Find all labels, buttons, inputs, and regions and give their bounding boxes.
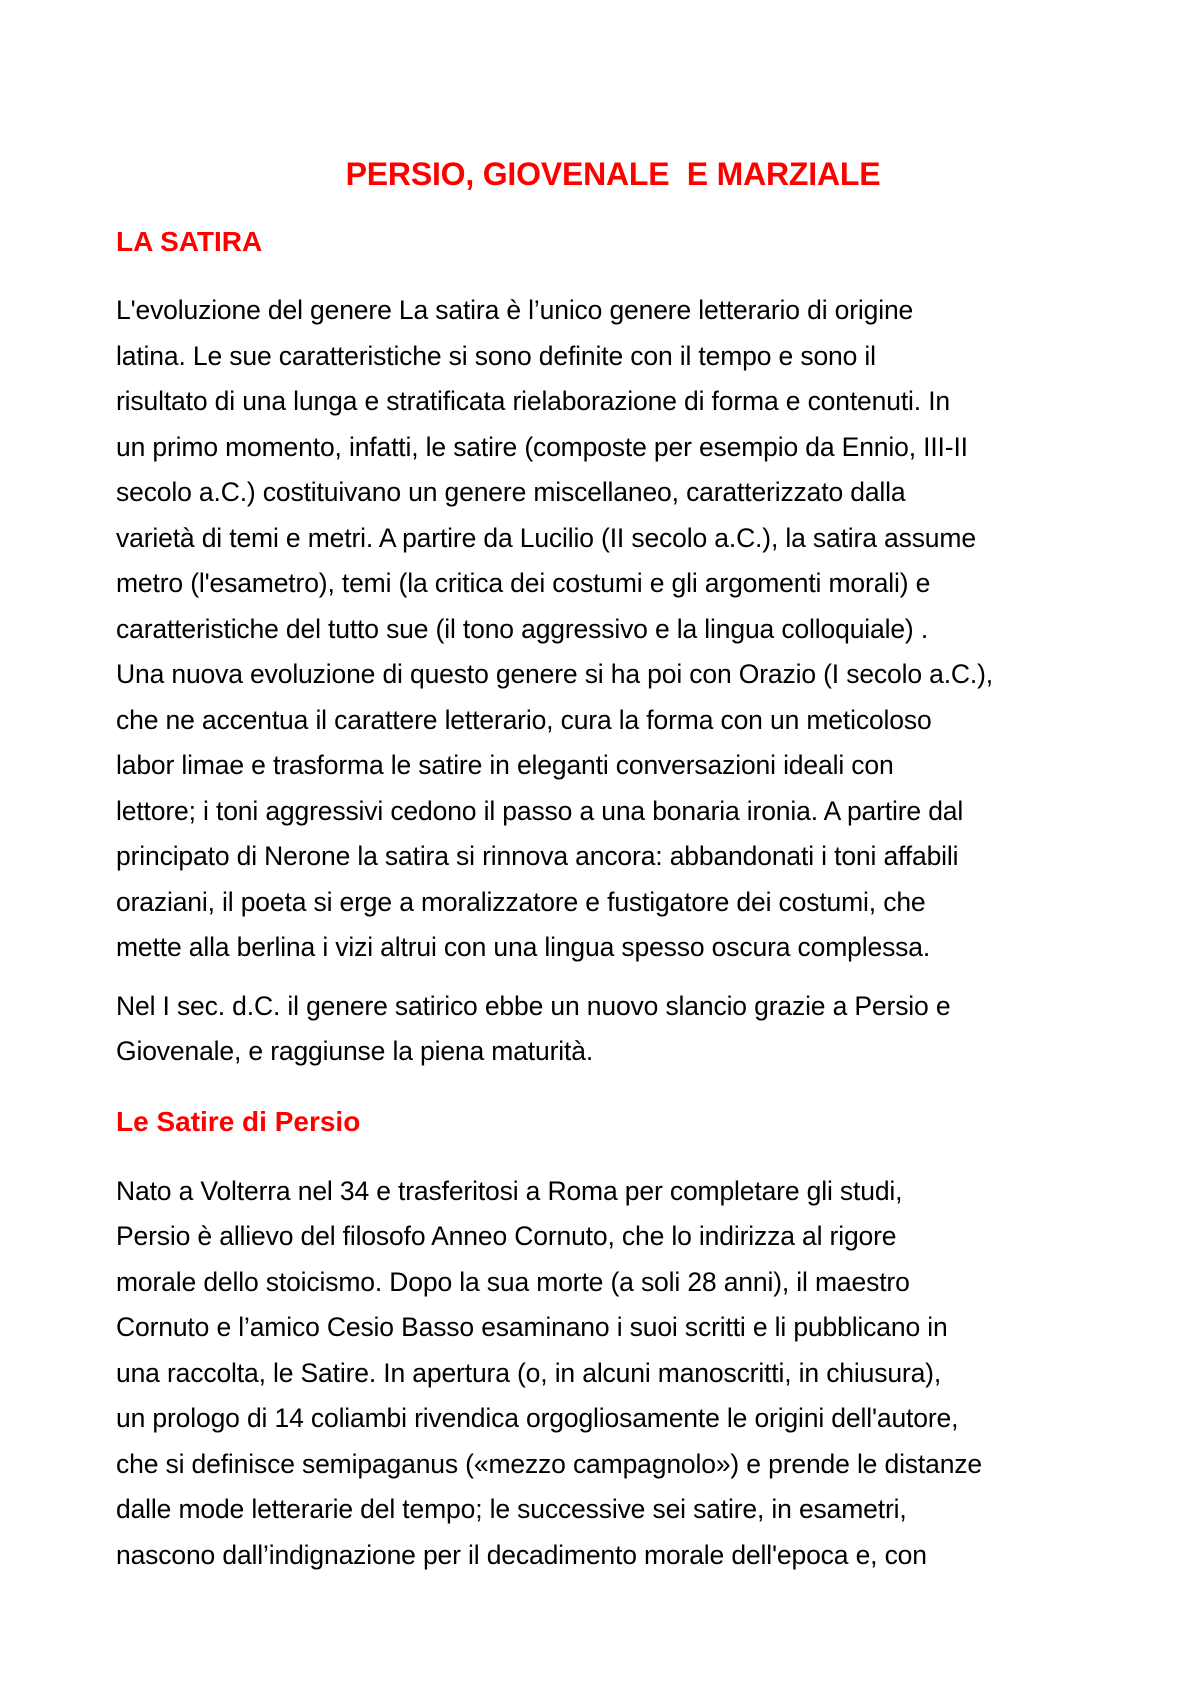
text-line: metro (l'esametro), temi (la critica dei costumi e gli argomenti morali) e — [116, 568, 931, 598]
text-line: oraziani, il poeta si erge a moralizzatore e fustigatore dei costumi, che — [116, 886, 926, 917]
text-line: Cornuto e l’amico Cesio Basso esaminano i suoi scritti e li pubblicano in — [116, 1312, 948, 1342]
section-heading-la-satira: LA SATIRA — [116, 226, 263, 257]
text-line: una raccolta, le Satire. In apertura (o, in alcuni manoscritti, in chiusura), — [116, 1357, 942, 1388]
text-line: lettore; i toni aggressivi cedono il passo a una bonaria ironia. A partire dal — [116, 795, 964, 826]
text-line: secolo a.C.) costituivano un genere miscellaneo, caratterizzato dalla — [116, 477, 906, 507]
text-line: che si definisce semipaganus («mezzo campagnolo») e prende le distanze — [116, 1448, 982, 1479]
paragraph-evoluzione-satira — [116, 288, 1110, 971]
text-line: morale dello stoicismo. Dopo la sua morte (a soli 28 anni), il maestro — [116, 1266, 910, 1297]
paragraph-persio-giovenale — [116, 984, 1110, 1075]
text-line: mette alla berlina i vizi altrui con una lingua spesso oscura complessa. — [116, 932, 931, 962]
document-title: PERSIO, GIOVENALE E MARZIALE — [345, 156, 881, 192]
text-line: Nato a Volterra nel 34 e trasferitosi a Roma per completare gli studi, — [116, 1175, 903, 1206]
text-line: latina. Le sue caratteristiche si sono definite con il tempo e sono il — [116, 340, 876, 371]
section-heading-satire-persio: Le Satire di Persio — [116, 1105, 361, 1137]
text-line: risultato di una lunga e stratificata rielaborazione di forma e contenuti. In — [116, 386, 950, 416]
text-line: caratteristiche del tutto sue (il tono aggressivo e la lingua colloquiale) . — [116, 613, 929, 644]
text-line: Persio è allievo del filosofo Anneo Cornuto, che lo indirizza al rigore — [116, 1221, 897, 1251]
text-line: un primo momento, infatti, le satire (composte per esempio da Ennio, III-II — [116, 431, 968, 462]
paragraph-persio-biografia — [116, 1169, 1110, 1579]
text-line: nascono dall’indignazione per il decadimento morale dell'epoca e, con — [116, 1539, 927, 1570]
text-line: che ne accentua il carattere letterario, cura la forma con un meticoloso — [116, 704, 932, 735]
text-line: L'evoluzione del genere La satira è l’unico genere letterario di origine — [116, 295, 914, 325]
text-line: dalle mode letterarie del tempo; le successive sei satire, in esametri, — [116, 1494, 907, 1524]
text-line: principato di Nerone la satira si rinnova ancora: abbandonati i toni affabili — [116, 841, 959, 871]
text-line: Giovenale, e raggiunse la piena maturità. — [116, 1036, 594, 1066]
text-line: un prologo di 14 coliambi rivendica orgogliosamente le origini dell'autore, — [116, 1403, 959, 1433]
text-line: Una nuova evoluzione di questo genere si ha poi con Orazio (I secolo a.C.), — [116, 659, 994, 689]
text-line: labor limae e trasforma le satire in eleganti conversazioni ideali con — [116, 750, 894, 780]
text-line: varietà di temi e metri. A partire da Lucilio (II secolo a.C.), la satira assume — [116, 522, 976, 553]
text-line: Nel I sec. d.C. il genere satirico ebbe un nuovo slancio grazie a Persio e — [116, 990, 951, 1021]
